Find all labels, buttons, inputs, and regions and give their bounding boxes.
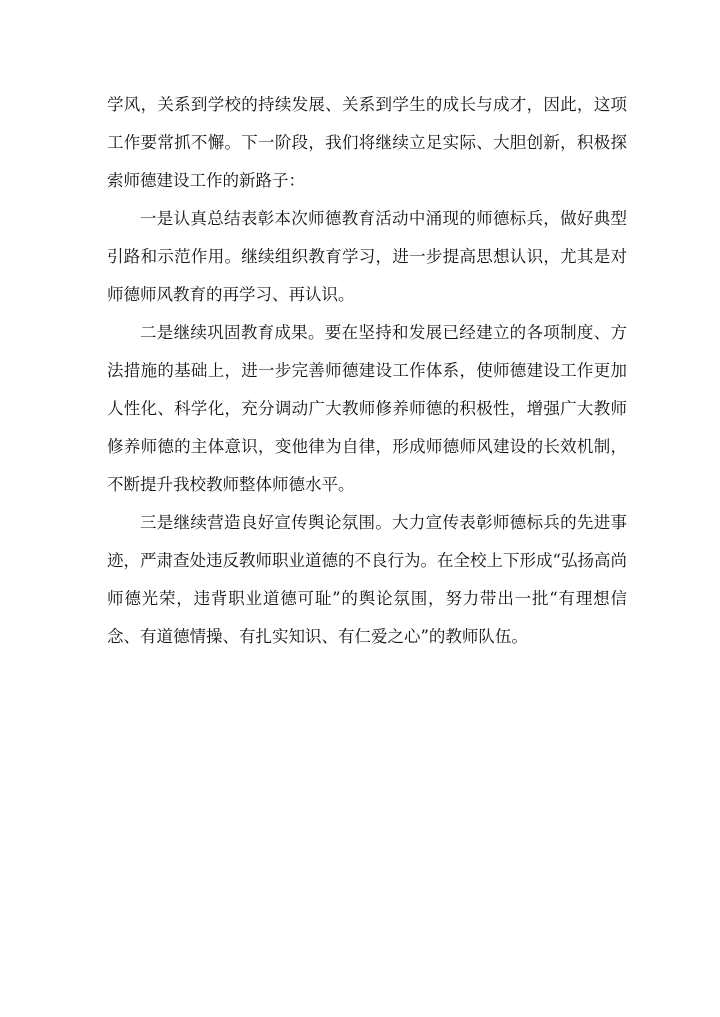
paragraph-item-one: 一是认真总结表彰本次师德教育活动中涌现的师德标兵，做好典型引路和示范作用。继续组织教育学习，进一步提高思想认识，尤其是对师德师风教育的再学习、再认识。: [107, 209, 627, 304]
document-body: [107, 86, 627, 656]
paragraph-item-three: 三是继续营造良好宣传舆论氛围。大力宣传表彰师德标兵的先进事迹，严肃查处违反教师职业道德的不良行为。在全校上下形成“弘扬高尚师德光荣，违背职业道德可耻”的舆论氛围，努力带出一批“有理想信念、有道德情操、有扎实知识、有仁爱之心”的教师队伍。: [107, 513, 627, 646]
paragraph-continuation: 学风，关系到学校的持续发展、关系到学生的成长与成才，因此，这项工作要常抓不懈。下一阶段，我们将继续立足实际、大胆创新，积极探索师德建设工作的新路子：: [107, 95, 627, 190]
paragraph-item-two: 二是继续巩固教育成果。要在坚持和发展已经建立的各项制度、方法措施的基础上，进一步完善师德建设工作体系，使师德建设工作更加人性化、科学化，充分调动广大教师修养师德的积极性，增强广大教师修养师德的主体意识，变他律为自律，形成师德师风建设的长效机制，不断提升我校教师整体师德水平。: [107, 323, 627, 494]
